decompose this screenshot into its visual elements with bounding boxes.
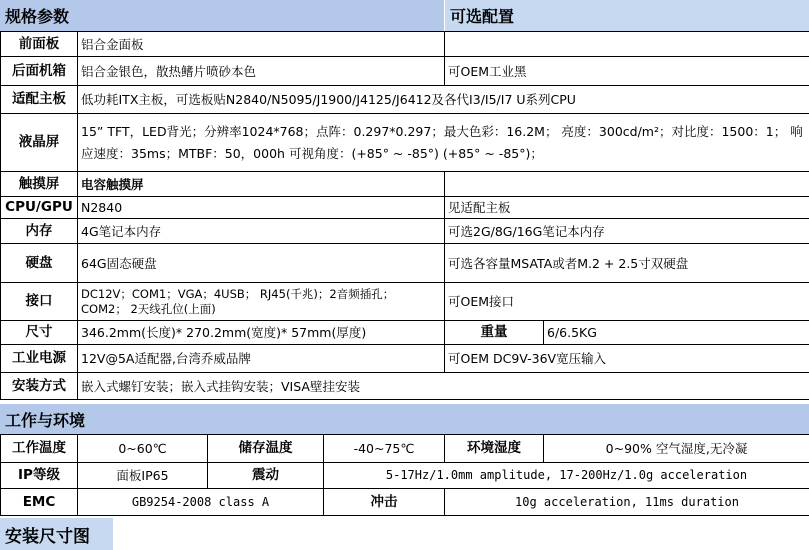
row-value: 嵌入式螺钉安装；嵌入式挂钩安装；VISA壁挂安装 <box>78 373 809 400</box>
options-header-title: 可选配置 <box>450 7 515 26</box>
env-label: IP等级 <box>1 463 78 489</box>
install-header-title: 安装尺寸图 <box>5 526 90 547</box>
table-row <box>1 57 809 86</box>
table-row <box>1 321 809 345</box>
table-row <box>1 244 809 283</box>
row-value: 铝合金银色，散热鳍片喷砂本色 <box>78 57 445 86</box>
row-value: N2840 <box>78 197 445 219</box>
env-label: 震动 <box>208 463 324 489</box>
spec-table <box>0 31 809 400</box>
table-row <box>1 463 809 489</box>
env-value: GB9254-2008 class A <box>78 489 324 516</box>
row-option: 可OEM DC9V-36V宽压输入 <box>445 345 809 373</box>
row-option: 可OEM工业黑 <box>445 57 809 86</box>
env-value: 0~60℃ <box>78 435 208 463</box>
row-option: 可选2G/8G/16G笔记本内存 <box>445 219 809 244</box>
row-label: 尺寸 <box>1 321 78 345</box>
env-label: 冲击 <box>324 489 445 516</box>
env-value: 10g acceleration, 11ms duration <box>445 489 809 516</box>
table-row <box>1 86 809 114</box>
row-label: 安装方式 <box>1 373 78 400</box>
row-label: 工业电源 <box>1 345 78 373</box>
table-row <box>1 219 809 244</box>
table-row <box>1 283 809 321</box>
row-value: 64G固态硬盘 <box>78 244 445 283</box>
table-row <box>1 373 809 400</box>
options-header <box>445 0 809 31</box>
row-value: 12V@5A适配器,台湾乔威品牌 <box>78 345 445 373</box>
row-label: CPU/GPU <box>1 197 78 219</box>
env-value: 面板IP65 <box>78 463 208 489</box>
row-value <box>78 283 445 321</box>
env-table <box>0 434 809 516</box>
env-label: 工作温度 <box>1 435 78 463</box>
env-header-title: 工作与环境 <box>5 410 86 430</box>
row-option: 见适配主板 <box>445 197 809 219</box>
row-value: 15” TFT，LED背光；分辨率1024*768；点阵：0.297*0.297；最大色彩：16.2M； 亮度：300cd/m²；对比度：1500：1； 响应速度：35ms；MTBF：50，000h 可视角度：(+85° ~ -85°) (+85° ~ -85°)； <box>78 114 809 172</box>
row-label: 前面板 <box>1 32 78 57</box>
row-value: 电容触摸屏 <box>78 172 445 197</box>
row-label: 内存 <box>1 219 78 244</box>
row-option <box>445 32 809 57</box>
row-value-line: DC12V；COM1；VGA；4USB； RJ45(千兆)；2音频插孔； <box>81 286 395 301</box>
env-label: 储存温度 <box>208 435 324 463</box>
row-label: 适配主板 <box>1 86 78 114</box>
env-label: EMC <box>1 489 78 516</box>
row-label: 液晶屏 <box>1 114 78 172</box>
env-label: 环境湿度 <box>445 435 544 463</box>
row-option: 可选各容量MSATA或者M.2 + 2.5寸双硬盘 <box>445 244 809 283</box>
row-label: 接口 <box>1 283 78 321</box>
table-row <box>1 489 809 516</box>
install-header <box>0 518 113 550</box>
row-value: 低功耗ITX主板，可选板贴N2840/N5095/J1900/J4125/J6412及各代I3/I5/I7 U系列CPU <box>78 86 809 114</box>
table-row <box>1 197 809 219</box>
env-value: 0~90% 空气湿度,无冷凝 <box>544 435 809 463</box>
row-label: 后面机箱 <box>1 57 78 86</box>
table-row <box>1 345 809 373</box>
row-sub-label: 重量 <box>445 321 544 345</box>
specs-header-title: 规格参数 <box>5 7 70 26</box>
row-sub-value: 6/6.5KG <box>544 321 809 345</box>
row-value: 铝合金面板 <box>78 32 445 57</box>
env-header <box>0 404 809 434</box>
row-label: 硬盘 <box>1 244 78 283</box>
row-value-line: COM2； 2天线孔位(上面) <box>81 301 216 316</box>
env-value: -40~75℃ <box>324 435 445 463</box>
row-option <box>445 172 809 197</box>
table-row <box>1 114 809 172</box>
row-option: 可OEM接口 <box>445 283 809 321</box>
row-value: 4G笔记本内存 <box>78 219 445 244</box>
row-label: 触摸屏 <box>1 172 78 197</box>
table-row <box>1 435 809 463</box>
row-value: 346.2mm(长度)* 270.2mm(宽度)* 57mm(厚度) <box>78 321 445 345</box>
specs-header <box>0 0 444 31</box>
table-row <box>1 172 809 197</box>
env-value: 5-17Hz/1.0mm amplitude, 17-200Hz/1.0g acceleration <box>324 463 809 489</box>
table-row <box>1 32 809 57</box>
